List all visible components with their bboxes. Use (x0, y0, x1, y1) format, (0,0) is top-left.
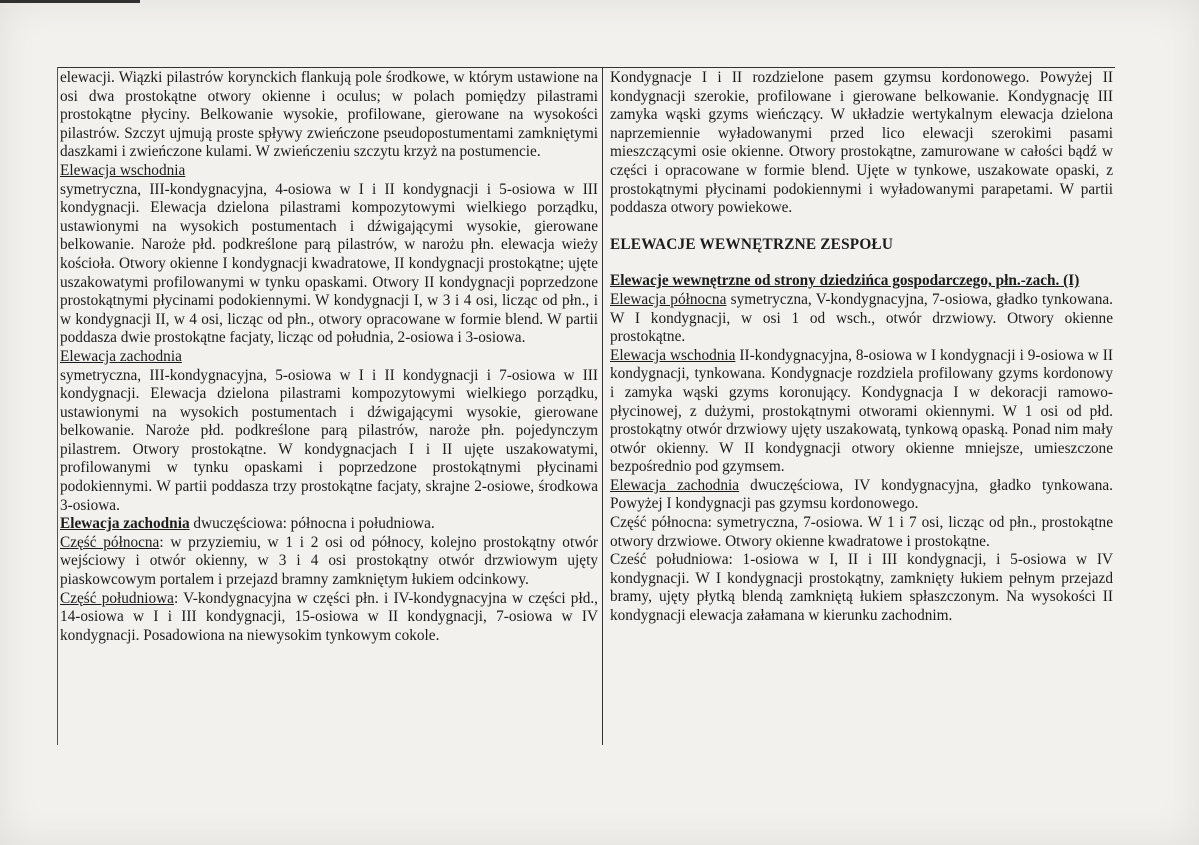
right-south-part-paragraph: Cześć południowa: 1-osiowa w I, II i III kondygnacji, i 5-osiowa w IV kondygnacji. W I kondygnacji prostokątny, zamknięty łukiem pełnym przejazd bramy, ujęty płytką blendą zamkniętą łukiem spłaszczonym. Na wysokości II kondygnacji elewacja załamana w kierunku zachodnim. (610, 551, 1113, 625)
left-west2-paragraph (60, 515, 598, 534)
left-column (60, 69, 598, 645)
left-north-part-paragraph (60, 534, 598, 590)
right-column (610, 69, 1113, 626)
right-north-paragraph (610, 291, 1113, 347)
scan-corner-mark (0, 0, 140, 3)
column-divider (602, 67, 603, 745)
table-top-rule (57, 67, 1115, 68)
right-east-text: II-kondygnacyjna, 8-osiowa w I kondygnacji i 9-osiowa w II kondygnacji, tynkowana. Kondygnacje rozdziela profilowany gzyms kordonowy i zamyka wąski gzyms koronujący. Kondygnacja I w dekoracji ramowo-płycinowej, z dużymi, prostokątnymi otworami okiennymi. W 1 osi od płd. prostokątny otwór drzwiowy ujęty uszakowatą, tynkową opaską. Ponad nim mały otwór okienny. W II kondygnacji otwory okienne mniejsze, umieszczone bezpośrednio pod gzymsem. (610, 346, 1113, 476)
right-north-part-paragraph: Część północna: symetryczna, 7-osiowa. W 1 i 7 osi, licząc od płn., prostokątne otwory drzwiowe. Otwory okienne kwadratowe i prostokątne. (610, 514, 1113, 550)
right-north-text: symetryczna, V-kondygnacyjna, 7-osiowa, gładko tynkowana. W I kondygnacji, w osi 1 od wsch., otwór drzwiowy. Otwory okienne prostokątne. (610, 290, 1113, 346)
left-east-heading: Elewacja wschodnia (60, 161, 186, 179)
section-heading: ELEWACJE WEWNĘTRZNE ZESPOŁU (610, 235, 894, 253)
left-south-part-heading: Część południowa (60, 589, 174, 607)
right-east-heading: Elewacja wschodnia (610, 346, 736, 364)
table-left-rule (57, 67, 58, 745)
left-north-part-text: : w przyziemiu, w 1 i 2 osi od północy, kolejno prostokątny otwór wejściowy i otwór okienny, w 3 i 4 osi prostokątny otwór drzwiowym ujęty piaskowcowym portalem i przejazd bramny zamkniętym łukiem odcinkowy. (60, 533, 598, 589)
left-south-part-text: : V-kondygnacyjna w części płn. i IV-kondygnacyjna w części płd., 14-osiowa w I i III kondygnacji, 15-osiowa w II kondygnacji, 7-osiowa w IV kondygnacji. Posadowiona na niewysokim tynkowym cokole. (60, 589, 598, 644)
right-east-paragraph (610, 347, 1113, 477)
subsection-heading: Elewacje wewnętrzne od strony dziedzińca gospodarczego, płn.-zach. (I) (610, 272, 1080, 290)
left-south-part-paragraph (60, 590, 598, 646)
left-east-paragraph: symetryczna, III-kondygnacyjna, 4-osiowa w I i II kondygnacji i 5-osiowa w III kondygnacji. Elewacja dzielona pilastrami kompozytowymi wielkiego porządku, ustawionymi na wysokich postumentach i dźwigającymi wysokie, gierowane belkowanie. Naroże płd. podkreślone parą pilastrów, w narożu płn. elewacja wieży kościoła. Otwory okienne I kondygnacji kwadratowe, II kondygnacji prostokątne; ujęte uszakowatymi profilowanymi w tynku opaskami. Otwory II kondygnacji poprzedzone prostokątnymi płycinami podokiennymi. W kondygnacji I, w 3 i 4 osi, licząc od płn., i w kondygnacji II, w 4 osi, licząc od płn., otwory opracowane w formie blend. W partii poddasza dwie prostokątne facjaty, licząc od południa, 2-osiowa i 3-osiowa. (60, 180, 598, 347)
right-west-paragraph (610, 477, 1113, 514)
right-west-heading: Elewacja zachodnia (610, 476, 740, 494)
document-table (57, 67, 1115, 745)
left-west-heading: Elewacja zachodnia (60, 347, 182, 365)
left-west2-heading: Elewacja zachodnia (60, 515, 190, 533)
right-west-text: dwuczęściowa, IV kondygnacyjna, gładko tynkowana. Powyżej I kondygnacji pas gzymsu kordonowego. (610, 476, 1114, 513)
right-north-heading: Elewacja północna (610, 290, 727, 308)
left-west-paragraph: symetryczna, III-kondygnacyjna, 5-osiowa w I i II kondygnacji i 7-osiowa w III kondygnacji. Elewacja dzielona pilastrami kompozytowymi wielkiego porządku, ustawionymi na wysokich postumentach i dźwigającymi wysokie, gierowane belkowanie. Naroże płd. podkreślone parą pilastrów, naroże płn. pojedynczym pilastrem. Otwory prostokątne. W kondygnacjach I i II ujęte uszakowatymi, profilowanymi w tynku opaskami i poprzedzone prostokątnymi płycinami podokiennymi. W partii poddasza trzy prostokątne facjaty, skrajne 2-osiowe, środkowa 3-osiowa. (60, 366, 598, 514)
left-intro-paragraph: elewacji. Wiązki pilastrów korynckich flankują pole środkowe, w którym ustawione na osi dwa prostokątne otwory okienne i oculus; w polach pomiędzy pilastrami prostokątne płyciny. Belkowanie wysokie, profilowane, gierowane na wysokości pilastrów. Szczyt ujmują proste spływy zwieńczone pseudopostumentami zamkniętymi daszkami i zwieńczone kulami. W zwieńczeniu szczytu krzyż na postumencie. (60, 69, 598, 161)
left-west2-text: dwuczęściowa: północna i południowa. (189, 515, 435, 533)
right-intro-paragraph: Kondygnacje I i II rozdzielone pasem gzymsu kordonowego. Powyżej II kondygnacji szerokie, profilowane i gierowane belkowanie. Kondygnację III zamyka wąski gzyms wieńczący. W układzie wertykalnym elewacja dzielona naprzemiennie wyładowanymi przed lico elewacji szerokimi pasami mieszczącymi osie okienne. Otwory prostokątne, zamurowane w całości bądź w części i opracowane w formie blend. Ujęte w tynkowe, uszakowate opaski, z prostokątnymi płycinami podokiennymi i wyładowanymi parapetami. W partii poddasza otwory powiekowe. (610, 69, 1113, 217)
left-north-part-heading: Część północna (60, 533, 160, 551)
